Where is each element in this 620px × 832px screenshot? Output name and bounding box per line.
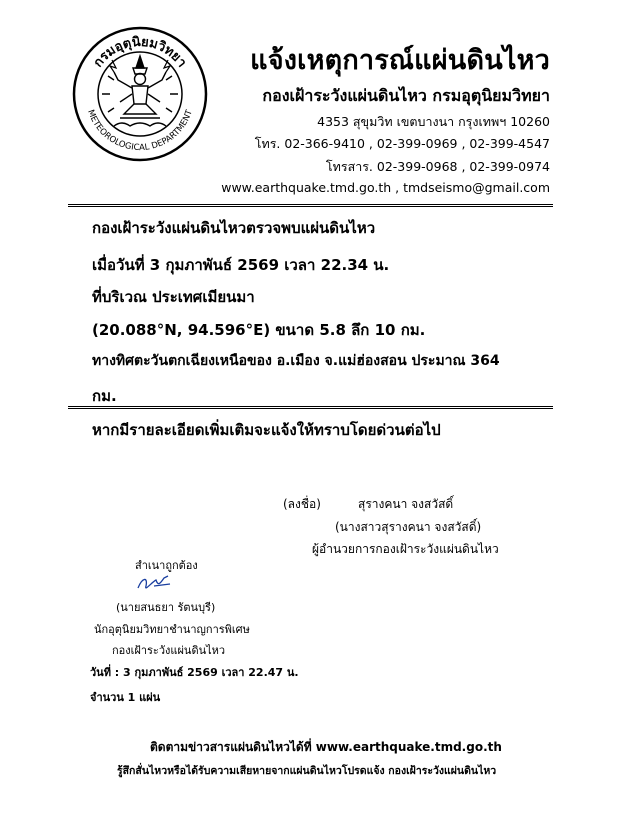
department-logo (70, 22, 210, 170)
followup-notice: หากมีรายละเอียดเพิ่มเติมจะแจ้งให้ทราบโดยด่วนต่อไป (92, 421, 441, 439)
certify-name: (นายสนธยา รัตนบุรี) (116, 601, 216, 614)
report-coordinates-magnitude: (20.088°N, 94.596°E) ขนาด 5.8 ลึก 10 กม. (92, 321, 426, 339)
logo-arc-bottom: METEOROLOGICAL DEPARTMENT (85, 108, 195, 154)
handwritten-signature (134, 572, 174, 594)
footer-report-notice: รู้สึกสั่นไหวหรือได้รับความเสียหายจากแผ่นดินไหวโปรดแจ้ง กองเฝ้าระวังแผ่นดินไหว (117, 765, 497, 777)
department-name: กองเฝ้าระวังแผ่นดินไหว กรมอุตุนิยมวิทยา (262, 86, 550, 105)
signer-title: ผู้อำนวยการกองเฝ้าระวังแผ่นดินไหว (312, 542, 499, 556)
signer-name: สุรางคนา จงสวัสดิ์ (358, 497, 454, 511)
certify-position: นักอุตุนิยมวิทยาชำนาญการพิเศษ (94, 623, 250, 636)
deity-emblem-icon (102, 56, 178, 126)
report-date-time: เมื่อวันที่ 3 กุมภาพันธ์ 2569 เวลา 22.34 น. (92, 256, 390, 274)
certify-label: สำเนาถูกต้อง (135, 559, 198, 572)
certify-division: กองเฝ้าระวังแผ่นดินไหว (112, 644, 226, 657)
website-email[interactable]: www.earthquake.tmd.go.th , tmdseismo@gmail.com (221, 180, 550, 195)
address: 4353 สุขุมวิท เขตบางนา กรุงเทพฯ 10260 (317, 114, 550, 129)
footer-website: ติดตามข่าวสารแผ่นดินไหวได้ที่ www.earthquake.tmd.go.th (150, 740, 502, 754)
report-direction: ทางทิศตะวันตกเฉียงเหนือของ อ.เมือง จ.แม่ฮ่องสอน ประมาณ 364 (92, 353, 500, 369)
divider-top (68, 204, 553, 207)
sign-label: (ลงชื่อ) (283, 497, 321, 511)
report-distance-unit: กม. (92, 387, 117, 405)
page-title: แจ้งเหตุการณ์แผ่นดินไหว (250, 45, 550, 76)
page-count: จำนวน 1 แผ่น (90, 691, 161, 704)
signer-full-name: (นางสาวสุรางคนา จงสวัสดิ์) (335, 520, 482, 534)
fax-numbers: โทรสาร. 02-399-0968 , 02-399-0974 (325, 159, 550, 174)
report-location: ที่บริเวณ ประเทศเมียนมา (92, 288, 255, 306)
logo-arc-top: กรมอุตุนิยมวิทยา (90, 34, 190, 71)
report-line-1: กองเฝ้าระวังแผ่นดินไหวตรวจพบแผ่นดินไหว (92, 219, 376, 237)
phone-numbers: โทร. 02-366-9410 , 02-399-0969 , 02-399-4547 (254, 136, 550, 151)
divider-bottom (68, 406, 553, 409)
issue-date: วันที่ : 3 กุมภาพันธ์ 2569 เวลา 22.47 น. (90, 666, 299, 679)
